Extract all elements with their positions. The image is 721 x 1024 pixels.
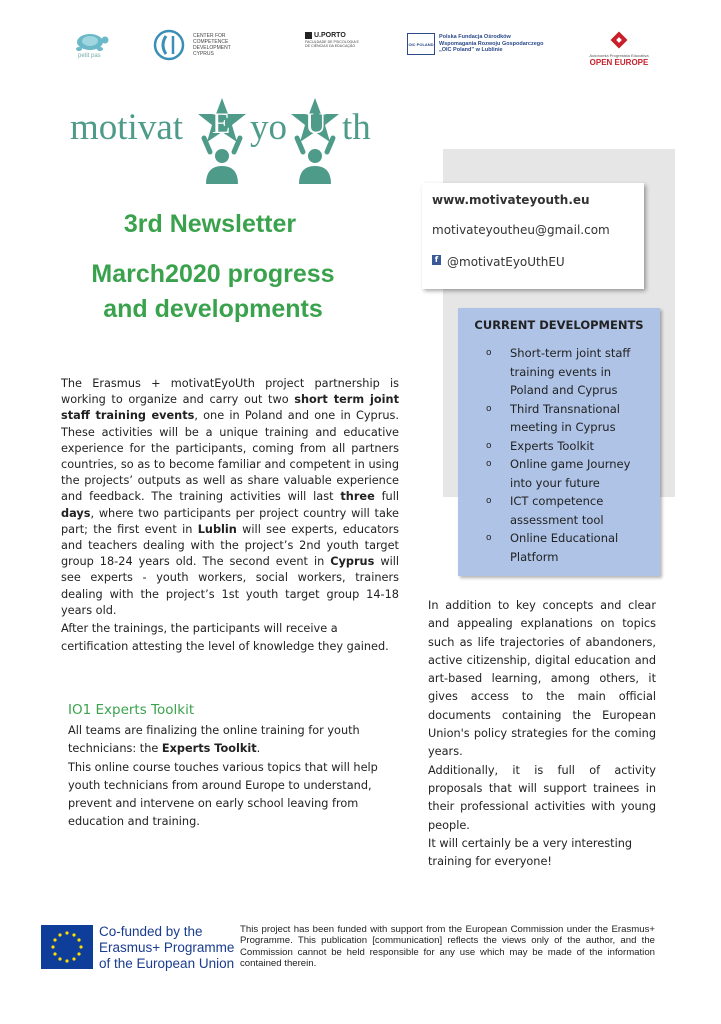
- headline-line-3: and developments: [103, 295, 323, 323]
- io1-text: [68, 722, 403, 832]
- io1-heading: IO1 Experts Toolkit: [68, 702, 195, 718]
- oic-poland-logo: [407, 33, 544, 55]
- ccd-cyprus-logo: [152, 28, 248, 62]
- developments-title: CURRENT DEVELOPMENTS: [474, 318, 644, 332]
- training-events-text: [61, 376, 399, 656]
- uporto-mark-icon: [305, 32, 312, 39]
- uporto-sub: FACULDADE DE PSICOLOGIA E DE CIÊNCIAS DA EDUCAÇÃO: [305, 40, 359, 49]
- toolkit-details-text: [428, 597, 656, 871]
- io1-paragraph-1: All teams are finalizing the online training for youth technicians: the Experts Toolkit.: [68, 724, 360, 756]
- oic-name-line3: „OIC Poland” w Lublinie: [439, 47, 503, 54]
- open-europe-sub: Autonomia Progresista Educativa: [589, 53, 649, 58]
- facebook-handle: @motivatEyoUthEU: [447, 255, 565, 269]
- headline-line-2: March2020 progress: [91, 260, 335, 288]
- open-europe-name: OPEN EUROPE: [589, 58, 649, 67]
- newsletter-title: 3rd Newsletter: [123, 210, 297, 238]
- petit-pas-caption: petit pas: [78, 53, 101, 59]
- list-item: o Experts Toolkit: [458, 437, 660, 456]
- list-item: o Online Educational Platform: [486, 531, 619, 564]
- eu-flag-icon: [41, 925, 93, 969]
- brand-star-e: E: [212, 107, 231, 140]
- oic-name-line1: Polska Fundacja Ośrodków: [439, 34, 511, 41]
- brand-part-th: th: [342, 107, 371, 148]
- motivateyouth-logo: [70, 96, 380, 186]
- website-link[interactable]: www.motivateyouth.eu: [432, 193, 590, 207]
- open-europe-logo: [583, 28, 655, 67]
- certification-paragraph: After the trainings, the participants will receive a certification attesting the level of knowledge they gained.: [61, 622, 389, 654]
- facebook-icon: f: [432, 255, 441, 265]
- bullet-icon: o: [486, 348, 492, 358]
- bullet-icon: o: [486, 403, 492, 414]
- bullet-icon: o: [486, 459, 492, 469]
- brand-part-motivat: motivat: [70, 107, 184, 148]
- toolkit-paragraph-2: Additionally, it is full of activity proposals that will support trainees in their professional activities with young people.: [428, 763, 656, 832]
- facebook-link[interactable]: [432, 255, 565, 269]
- developments-list: [458, 344, 660, 566]
- petit-pas-logo: [70, 30, 110, 52]
- oic-mark-icon: OIC POLAND: [407, 33, 435, 55]
- contact-box: [422, 183, 644, 289]
- brand-part-yo: yo: [250, 107, 287, 148]
- cofunded-text: Co-funded by the Erasmus+ Programme of the European Union: [99, 924, 235, 971]
- training-paragraph: The Erasmus + motivatEyoUth project partnership is working to organize and carry out two short term joint staff training events, one in Poland and one in Cyprus. These activities will be a unique training and educative experience for the participants, coming from all partners countries, so as to become familiar and competent in using the projects’ outputs as well as share valuable experience and feedback. The training activities will last three full days, where two participants per project country will take part; the first event in Lublin will see experts, educators and teachers dealing with the project’s 2nd youth target group 18-24 years old. The second event in Cyprus will see experts - youth workers, social workers, trainers dealing with the project’s 1st youth target group 14-18 years old.: [61, 377, 399, 617]
- email-link[interactable]: motivateyoutheu@gmail.com: [432, 223, 610, 237]
- ccd-mark-icon: [152, 28, 190, 62]
- current-developments-box: [458, 308, 660, 576]
- brand-star-u: U: [305, 107, 327, 140]
- uporto-name: U.PORTO: [314, 32, 346, 39]
- turtle-icon: [70, 30, 110, 52]
- uporto-logo: [305, 32, 363, 49]
- list-item: o Short-term joint staff training events in Poland and Cyprus: [486, 346, 631, 397]
- bullet-icon: o: [486, 440, 492, 451]
- list-item: o Third Transnational meeting in Cyprus: [486, 401, 620, 434]
- eu-disclaimer: This project has been funded with support from the European Commission under the Erasmus+ Programme. This publication [communication] reflects the views only of the author, and the Commission cannot be held responsible for any use which may be made of the information contained therein.: [240, 924, 655, 970]
- oic-name-line2: Wspomagania Rozwoju Gospodarczego: [439, 40, 544, 47]
- io1-paragraph-2: This online course touches various topics that will help youth technicians from around Europe to understand, prevent and intervene on early school leaving from education and training.: [68, 760, 378, 829]
- diamond-icon: [607, 28, 631, 52]
- bullet-icon: o: [486, 496, 492, 506]
- ccd-cyprus-name: CENTER FOR COMPETENCE DEVELOPMENT CYPRUS: [193, 33, 231, 57]
- toolkit-paragraph-3: It will certainly be a very interesting training for everyone!: [428, 836, 633, 869]
- bullet-icon: o: [486, 533, 492, 543]
- list-item: o Online game Journey into your future: [486, 457, 631, 490]
- toolkit-paragraph-1: In addition to key concepts and clear and appealing explanations on topics such as life trajectories of abandoners, active citizenship, digital education and art-based learning, among others, it gives access to the main official documents containing the European Union's policy strategies for the coming years.: [428, 599, 656, 759]
- list-item: o ICT competence assessment tool: [486, 494, 604, 527]
